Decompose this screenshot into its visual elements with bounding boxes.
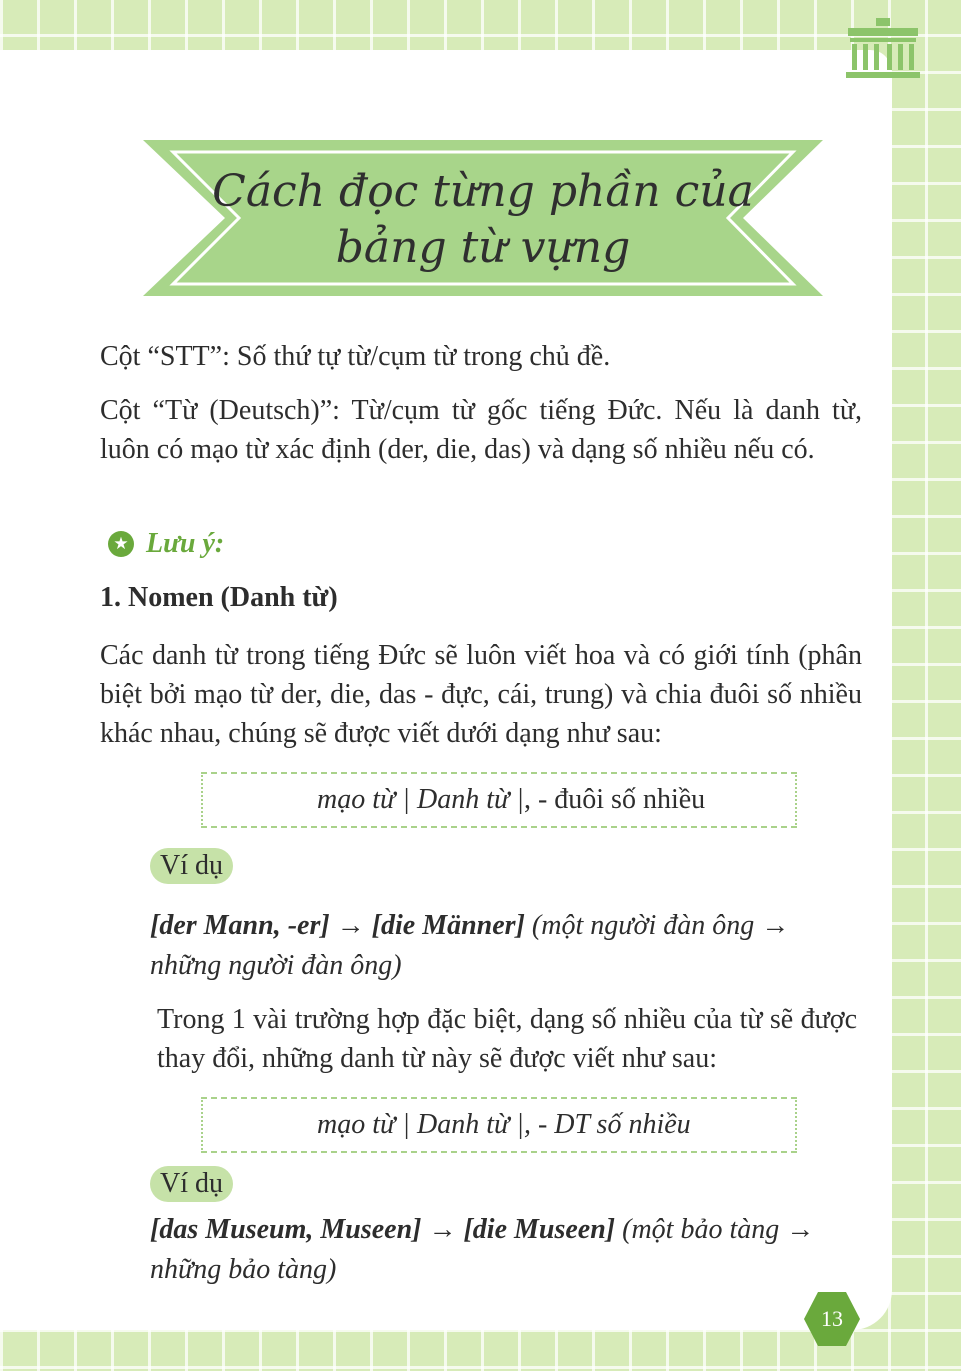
example-label-2: Ví dụ — [150, 1166, 233, 1202]
page-title — [143, 150, 823, 290]
section-paragraph-1: Các danh từ trong tiếng Đức sẽ luôn viết hoa và có giới tính (phân biệt bởi mạo từ der, die, das - đực, cái, trung) và chia đuôi số nhiều khác nhau, chúng sẽ được viết dưới dạng như sau: — [100, 640, 862, 749]
formula-1-italic: mạo từ | Danh từ | — [317, 784, 524, 815]
intro-paragraph-1: Cột “STT”: Số thứ tự từ/cụm từ trong chủ đề. — [100, 341, 611, 372]
page-number-badge — [803, 1290, 861, 1348]
formula-2-rest: , - DT số nhiều — [523, 1109, 691, 1140]
section-paragraph-2: Trong 1 vài trường hợp đặc biệt, dạng số nhiều của từ sẽ được thay đổi, những danh từ này sẽ được viết như sau: — [157, 1004, 857, 1074]
intro-paragraph-2: Cột “Từ (Deutsch)”: Từ/cụm từ gốc tiếng Đức. Nếu là danh từ, luôn có mạo từ xác định (der, die, das) và dạng số nhiều nếu có. — [100, 395, 862, 465]
formula-box-1 — [201, 772, 797, 828]
example-1-translation: (một người đàn ông → những người đàn ông) — [150, 910, 790, 981]
example-2-translation: (một bảo tàng → những bảo tàng) — [150, 1214, 815, 1285]
note-label: Lưu ý: — [146, 528, 225, 559]
page-number: 13 — [821, 1306, 843, 1331]
example-2-plural: [die Museen] — [463, 1214, 616, 1245]
formula-2-italic: mạo từ | Danh từ | — [317, 1109, 524, 1140]
example-label-1: Ví dụ — [150, 848, 233, 884]
star-circle-icon: ★ — [108, 531, 134, 557]
example-2-singular: [das Museum, Museen] — [150, 1214, 422, 1245]
example-2 — [150, 1210, 850, 1290]
section-heading: 1. Nomen (Danh từ) — [100, 582, 338, 613]
example-1 — [150, 906, 850, 986]
arrow-icon: → — [329, 910, 372, 941]
title-line-2: bảng từ vựng — [335, 222, 631, 273]
example-1-singular: [der Mann, -er] — [150, 910, 330, 941]
title-line-1: Cách đọc từng phần của — [212, 166, 754, 217]
formula-box-2 — [201, 1097, 797, 1153]
formula-1-rest: , - đuôi số nhiều — [523, 784, 706, 815]
brandenburg-gate-icon — [846, 18, 920, 78]
note-heading — [108, 528, 224, 560]
example-1-plural: [die Männer] — [371, 910, 525, 941]
arrow-icon: → — [421, 1214, 464, 1245]
